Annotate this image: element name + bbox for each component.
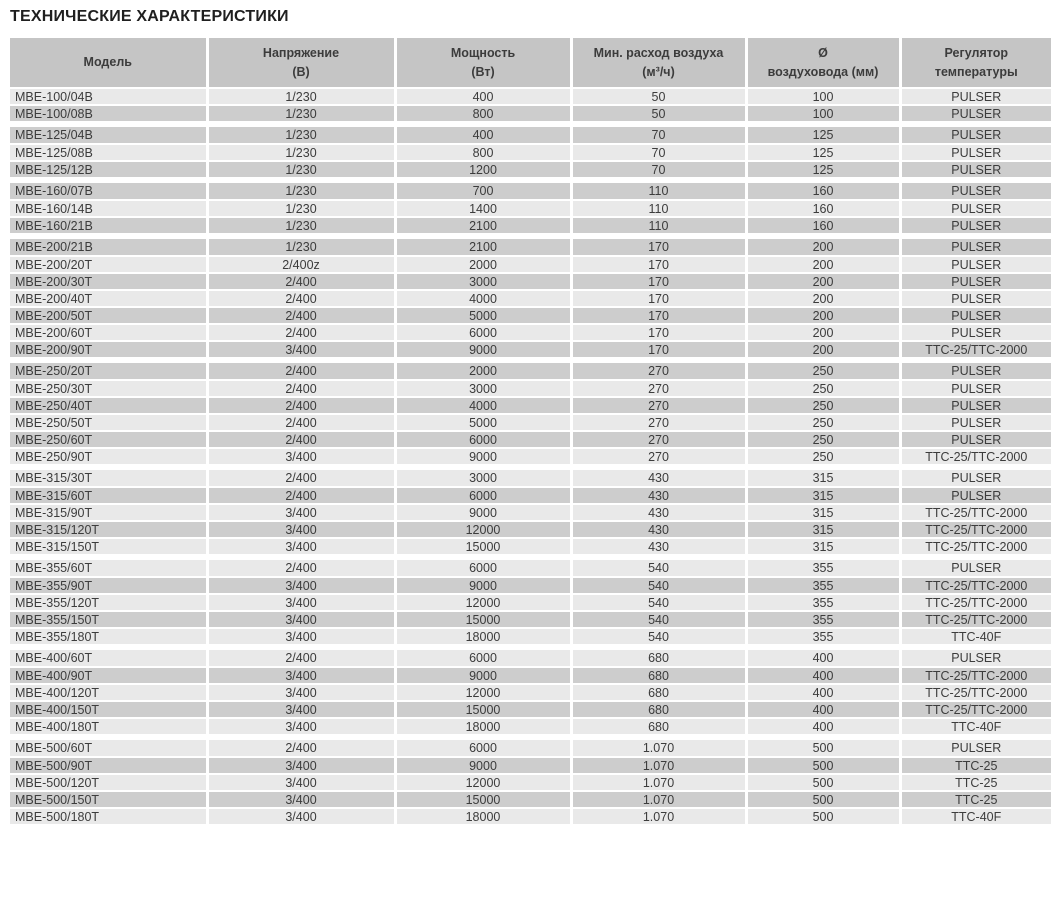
cell-diameter: 250 xyxy=(746,431,900,448)
cell-model: MBE-500/90T xyxy=(10,757,207,774)
cell-airflow: 680 xyxy=(571,650,746,667)
cell-regulator: TTC-25/TTC-2000 xyxy=(900,448,1051,465)
cell-power: 5000 xyxy=(395,307,571,324)
cell-model: MBE-500/180T xyxy=(10,808,207,825)
cell-regulator: PULSER xyxy=(900,144,1051,161)
cell-power: 18000 xyxy=(395,628,571,645)
cell-airflow: 170 xyxy=(571,273,746,290)
cell-airflow: 1.070 xyxy=(571,808,746,825)
cell-airflow: 270 xyxy=(571,431,746,448)
cell-model: MBE-400/120T xyxy=(10,684,207,701)
table-row xyxy=(10,611,1051,628)
table-row xyxy=(10,521,1051,538)
cell-power: 12000 xyxy=(395,684,571,701)
cell-regulator: TTC-25/TTC-2000 xyxy=(900,594,1051,611)
cell-power: 18000 xyxy=(395,718,571,735)
column-header-model: Модель xyxy=(10,38,207,88)
cell-voltage: 2/400 xyxy=(207,363,395,380)
cell-model: MBE-200/40T xyxy=(10,290,207,307)
table-body xyxy=(10,88,1051,825)
cell-regulator: PULSER xyxy=(900,307,1051,324)
table-head xyxy=(10,38,1051,88)
cell-power: 2000 xyxy=(395,256,571,273)
cell-airflow: 430 xyxy=(571,521,746,538)
cell-voltage: 2/400 xyxy=(207,324,395,341)
cell-diameter: 355 xyxy=(746,611,900,628)
cell-power: 1400 xyxy=(395,200,571,217)
cell-diameter: 250 xyxy=(746,448,900,465)
cell-airflow: 1.070 xyxy=(571,740,746,757)
cell-diameter: 200 xyxy=(746,324,900,341)
cell-regulator: PULSER xyxy=(900,650,1051,667)
cell-power: 5000 xyxy=(395,414,571,431)
cell-diameter: 125 xyxy=(746,127,900,144)
cell-voltage: 1/230 xyxy=(207,239,395,256)
cell-power: 9000 xyxy=(395,341,571,358)
cell-diameter: 355 xyxy=(746,594,900,611)
cell-model: MBE-200/21B xyxy=(10,239,207,256)
cell-voltage: 1/230 xyxy=(207,217,395,234)
cell-voltage: 3/400 xyxy=(207,791,395,808)
table-row xyxy=(10,628,1051,645)
table-row xyxy=(10,307,1051,324)
cell-airflow: 540 xyxy=(571,577,746,594)
table-row xyxy=(10,105,1051,122)
cell-diameter: 250 xyxy=(746,363,900,380)
table-row xyxy=(10,560,1051,577)
cell-regulator: PULSER xyxy=(900,183,1051,200)
cell-voltage: 2/400 xyxy=(207,290,395,307)
cell-voltage: 2/400 xyxy=(207,307,395,324)
cell-diameter: 160 xyxy=(746,217,900,234)
cell-regulator: TTC-25/TTC-2000 xyxy=(900,701,1051,718)
cell-model: MBE-355/180T xyxy=(10,628,207,645)
cell-power: 15000 xyxy=(395,791,571,808)
cell-airflow: 170 xyxy=(571,290,746,307)
cell-airflow: 170 xyxy=(571,324,746,341)
cell-diameter: 200 xyxy=(746,239,900,256)
cell-model: MBE-400/90T xyxy=(10,667,207,684)
cell-voltage: 2/400 xyxy=(207,431,395,448)
cell-regulator: PULSER xyxy=(900,397,1051,414)
cell-power: 2100 xyxy=(395,239,571,256)
cell-power: 15000 xyxy=(395,611,571,628)
cell-airflow: 1.070 xyxy=(571,757,746,774)
cell-regulator: TTC-40F xyxy=(900,808,1051,825)
cell-airflow: 540 xyxy=(571,594,746,611)
cell-power: 9000 xyxy=(395,577,571,594)
cell-diameter: 500 xyxy=(746,757,900,774)
table-row xyxy=(10,791,1051,808)
cell-model: MBE-250/20T xyxy=(10,363,207,380)
cell-regulator: TTC-25/TTC-2000 xyxy=(900,341,1051,358)
cell-voltage: 3/400 xyxy=(207,521,395,538)
cell-power: 6000 xyxy=(395,560,571,577)
table-row xyxy=(10,397,1051,414)
cell-voltage: 2/400 xyxy=(207,273,395,290)
cell-diameter: 125 xyxy=(746,161,900,178)
cell-regulator: PULSER xyxy=(900,363,1051,380)
cell-regulator: TTC-25/TTC-2000 xyxy=(900,611,1051,628)
cell-regulator: PULSER xyxy=(900,105,1051,122)
cell-power: 9000 xyxy=(395,504,571,521)
cell-regulator: TTC-25/TTC-2000 xyxy=(900,577,1051,594)
cell-power: 700 xyxy=(395,183,571,200)
cell-airflow: 170 xyxy=(571,341,746,358)
cell-voltage: 1/230 xyxy=(207,144,395,161)
cell-voltage: 3/400 xyxy=(207,757,395,774)
cell-voltage: 3/400 xyxy=(207,718,395,735)
cell-airflow: 680 xyxy=(571,667,746,684)
column-header-airflow: Мин. расход воздуха (м³/ч) xyxy=(571,38,746,88)
cell-diameter: 355 xyxy=(746,577,900,594)
cell-airflow: 680 xyxy=(571,718,746,735)
cell-regulator: TTC-25/TTC-2000 xyxy=(900,667,1051,684)
cell-power: 15000 xyxy=(395,538,571,555)
table-row xyxy=(10,414,1051,431)
cell-regulator: TTC-25 xyxy=(900,757,1051,774)
cell-diameter: 400 xyxy=(746,701,900,718)
table-row xyxy=(10,380,1051,397)
cell-voltage: 2/400 xyxy=(207,380,395,397)
cell-model: MBE-250/30T xyxy=(10,380,207,397)
cell-regulator: TTC-40F xyxy=(900,718,1051,735)
cell-regulator: PULSER xyxy=(900,217,1051,234)
table-row xyxy=(10,144,1051,161)
cell-voltage: 3/400 xyxy=(207,594,395,611)
cell-voltage: 3/400 xyxy=(207,667,395,684)
cell-diameter: 160 xyxy=(746,200,900,217)
cell-power: 9000 xyxy=(395,757,571,774)
cell-airflow: 170 xyxy=(571,239,746,256)
cell-regulator: TTC-40F xyxy=(900,628,1051,645)
column-header-regulator: Регулятор температуры xyxy=(900,38,1051,88)
cell-airflow: 430 xyxy=(571,504,746,521)
cell-airflow: 50 xyxy=(571,105,746,122)
cell-regulator: PULSER xyxy=(900,487,1051,504)
cell-model: MBE-315/60T xyxy=(10,487,207,504)
cell-voltage: 3/400 xyxy=(207,448,395,465)
cell-model: MBE-315/30T xyxy=(10,470,207,487)
cell-diameter: 500 xyxy=(746,740,900,757)
cell-model: MBE-355/60T xyxy=(10,560,207,577)
cell-airflow: 70 xyxy=(571,127,746,144)
cell-model: MBE-160/14B xyxy=(10,200,207,217)
table-row xyxy=(10,324,1051,341)
cell-diameter: 100 xyxy=(746,105,900,122)
table-row xyxy=(10,504,1051,521)
cell-model: MBE-160/07B xyxy=(10,183,207,200)
cell-airflow: 270 xyxy=(571,414,746,431)
cell-airflow: 430 xyxy=(571,538,746,555)
cell-model: MBE-160/21B xyxy=(10,217,207,234)
cell-diameter: 200 xyxy=(746,307,900,324)
cell-power: 6000 xyxy=(395,650,571,667)
table-row xyxy=(10,448,1051,465)
cell-voltage: 1/230 xyxy=(207,161,395,178)
page-title: ТЕХНИЧЕСКИЕ ХАРАКТЕРИСТИКИ xyxy=(10,8,289,25)
cell-power: 3000 xyxy=(395,380,571,397)
table-row xyxy=(10,701,1051,718)
cell-regulator: TTC-25 xyxy=(900,774,1051,791)
cell-power: 6000 xyxy=(395,740,571,757)
cell-model: MBE-315/150T xyxy=(10,538,207,555)
cell-model: MBE-400/150T xyxy=(10,701,207,718)
table-row xyxy=(10,757,1051,774)
cell-model: MBE-250/50T xyxy=(10,414,207,431)
column-header-power: Мощность (Вт) xyxy=(395,38,571,88)
cell-airflow: 1.070 xyxy=(571,791,746,808)
cell-airflow: 70 xyxy=(571,144,746,161)
cell-diameter: 315 xyxy=(746,470,900,487)
cell-power: 3000 xyxy=(395,470,571,487)
cell-voltage: 3/400 xyxy=(207,684,395,701)
cell-voltage: 3/400 xyxy=(207,341,395,358)
table-row xyxy=(10,200,1051,217)
cell-airflow: 70 xyxy=(571,161,746,178)
cell-model: MBE-400/180T xyxy=(10,718,207,735)
cell-power: 15000 xyxy=(395,701,571,718)
cell-diameter: 315 xyxy=(746,504,900,521)
cell-power: 2000 xyxy=(395,363,571,380)
table-row xyxy=(10,239,1051,256)
cell-voltage: 3/400 xyxy=(207,701,395,718)
cell-power: 800 xyxy=(395,144,571,161)
specs-table xyxy=(10,38,1051,826)
cell-regulator: PULSER xyxy=(900,414,1051,431)
cell-voltage: 2/400 xyxy=(207,414,395,431)
cell-diameter: 250 xyxy=(746,380,900,397)
cell-airflow: 50 xyxy=(571,88,746,105)
cell-model: MBE-400/60T xyxy=(10,650,207,667)
cell-model: MBE-125/12B xyxy=(10,161,207,178)
cell-power: 6000 xyxy=(395,324,571,341)
cell-voltage: 2/400 xyxy=(207,560,395,577)
cell-model: MBE-125/08B xyxy=(10,144,207,161)
table-row xyxy=(10,363,1051,380)
cell-airflow: 540 xyxy=(571,560,746,577)
table-row xyxy=(10,273,1051,290)
cell-power: 3000 xyxy=(395,273,571,290)
cell-airflow: 110 xyxy=(571,217,746,234)
cell-voltage: 3/400 xyxy=(207,611,395,628)
cell-airflow: 110 xyxy=(571,200,746,217)
cell-regulator: PULSER xyxy=(900,431,1051,448)
table-row xyxy=(10,88,1051,105)
cell-voltage: 3/400 xyxy=(207,538,395,555)
cell-voltage: 3/400 xyxy=(207,504,395,521)
cell-model: MBE-250/90T xyxy=(10,448,207,465)
cell-power: 400 xyxy=(395,88,571,105)
cell-model: MBE-100/04B xyxy=(10,88,207,105)
cell-power: 6000 xyxy=(395,431,571,448)
cell-voltage: 2/400 xyxy=(207,397,395,414)
cell-regulator: PULSER xyxy=(900,560,1051,577)
cell-diameter: 250 xyxy=(746,414,900,431)
cell-diameter: 315 xyxy=(746,538,900,555)
cell-regulator: PULSER xyxy=(900,740,1051,757)
cell-diameter: 315 xyxy=(746,521,900,538)
cell-airflow: 430 xyxy=(571,487,746,504)
cell-regulator: PULSER xyxy=(900,380,1051,397)
cell-regulator: PULSER xyxy=(900,200,1051,217)
cell-regulator: PULSER xyxy=(900,127,1051,144)
column-header-voltage: Напряжение (В) xyxy=(207,38,395,88)
cell-model: MBE-315/120T xyxy=(10,521,207,538)
cell-power: 1200 xyxy=(395,161,571,178)
table-row xyxy=(10,217,1051,234)
cell-diameter: 200 xyxy=(746,273,900,290)
cell-airflow: 1.070 xyxy=(571,774,746,791)
cell-model: MBE-500/120T xyxy=(10,774,207,791)
cell-voltage: 1/230 xyxy=(207,200,395,217)
cell-power: 12000 xyxy=(395,594,571,611)
cell-voltage: 2/400z xyxy=(207,256,395,273)
table-row xyxy=(10,808,1051,825)
table-row xyxy=(10,650,1051,667)
cell-power: 12000 xyxy=(395,521,571,538)
cell-diameter: 400 xyxy=(746,718,900,735)
cell-power: 400 xyxy=(395,127,571,144)
cell-regulator: TTC-25/TTC-2000 xyxy=(900,521,1051,538)
cell-diameter: 200 xyxy=(746,256,900,273)
cell-power: 4000 xyxy=(395,397,571,414)
table-row xyxy=(10,290,1051,307)
cell-airflow: 170 xyxy=(571,307,746,324)
table-row xyxy=(10,470,1051,487)
cell-model: MBE-200/90T xyxy=(10,341,207,358)
table-row xyxy=(10,341,1051,358)
cell-regulator: PULSER xyxy=(900,256,1051,273)
cell-model: MBE-250/40T xyxy=(10,397,207,414)
cell-power: 9000 xyxy=(395,667,571,684)
cell-airflow: 110 xyxy=(571,183,746,200)
cell-diameter: 500 xyxy=(746,791,900,808)
cell-voltage: 3/400 xyxy=(207,628,395,645)
cell-regulator: TTC-25/TTC-2000 xyxy=(900,538,1051,555)
cell-voltage: 3/400 xyxy=(207,808,395,825)
cell-airflow: 680 xyxy=(571,684,746,701)
cell-diameter: 200 xyxy=(746,290,900,307)
cell-model: MBE-500/150T xyxy=(10,791,207,808)
cell-regulator: TTC-25 xyxy=(900,791,1051,808)
table-row xyxy=(10,577,1051,594)
cell-voltage: 2/400 xyxy=(207,470,395,487)
column-header-diameter: Ø воздуховода (мм) xyxy=(746,38,900,88)
header-row xyxy=(10,38,1051,88)
cell-voltage: 3/400 xyxy=(207,577,395,594)
cell-diameter: 400 xyxy=(746,684,900,701)
cell-airflow: 270 xyxy=(571,448,746,465)
cell-airflow: 680 xyxy=(571,701,746,718)
cell-regulator: TTC-25/TTC-2000 xyxy=(900,504,1051,521)
cell-model: MBE-200/30T xyxy=(10,273,207,290)
cell-power: 800 xyxy=(395,105,571,122)
table-row xyxy=(10,127,1051,144)
cell-power: 9000 xyxy=(395,448,571,465)
cell-power: 6000 xyxy=(395,487,571,504)
table-row xyxy=(10,774,1051,791)
cell-regulator: PULSER xyxy=(900,324,1051,341)
cell-model: MBE-355/120T xyxy=(10,594,207,611)
cell-regulator: TTC-25/TTC-2000 xyxy=(900,684,1051,701)
cell-voltage: 2/400 xyxy=(207,487,395,504)
cell-power: 2100 xyxy=(395,217,571,234)
cell-voltage: 3/400 xyxy=(207,774,395,791)
cell-voltage: 2/400 xyxy=(207,740,395,757)
cell-diameter: 100 xyxy=(746,88,900,105)
cell-diameter: 400 xyxy=(746,667,900,684)
cell-airflow: 270 xyxy=(571,363,746,380)
cell-airflow: 540 xyxy=(571,628,746,645)
cell-model: MBE-355/90T xyxy=(10,577,207,594)
cell-regulator: PULSER xyxy=(900,161,1051,178)
cell-airflow: 540 xyxy=(571,611,746,628)
table-row xyxy=(10,684,1051,701)
cell-diameter: 355 xyxy=(746,560,900,577)
cell-power: 18000 xyxy=(395,808,571,825)
cell-voltage: 1/230 xyxy=(207,183,395,200)
cell-model: MBE-200/20T xyxy=(10,256,207,273)
cell-power: 4000 xyxy=(395,290,571,307)
table-row xyxy=(10,183,1051,200)
table-row xyxy=(10,538,1051,555)
cell-regulator: PULSER xyxy=(900,88,1051,105)
cell-airflow: 430 xyxy=(571,470,746,487)
cell-regulator: PULSER xyxy=(900,470,1051,487)
table-row xyxy=(10,431,1051,448)
table-row xyxy=(10,594,1051,611)
cell-voltage: 1/230 xyxy=(207,127,395,144)
cell-airflow: 270 xyxy=(571,397,746,414)
cell-airflow: 270 xyxy=(571,380,746,397)
table-row xyxy=(10,487,1051,504)
cell-diameter: 400 xyxy=(746,650,900,667)
table-row xyxy=(10,718,1051,735)
cell-power: 12000 xyxy=(395,774,571,791)
table-row xyxy=(10,161,1051,178)
cell-regulator: PULSER xyxy=(900,239,1051,256)
cell-voltage: 1/230 xyxy=(207,105,395,122)
cell-regulator: PULSER xyxy=(900,273,1051,290)
cell-voltage: 2/400 xyxy=(207,650,395,667)
table-row xyxy=(10,740,1051,757)
cell-diameter: 160 xyxy=(746,183,900,200)
cell-diameter: 500 xyxy=(746,774,900,791)
table-row xyxy=(10,256,1051,273)
cell-model: MBE-500/60T xyxy=(10,740,207,757)
cell-diameter: 500 xyxy=(746,808,900,825)
cell-model: MBE-315/90T xyxy=(10,504,207,521)
cell-model: MBE-200/50T xyxy=(10,307,207,324)
cell-diameter: 200 xyxy=(746,341,900,358)
table-row xyxy=(10,667,1051,684)
cell-regulator: PULSER xyxy=(900,290,1051,307)
cell-airflow: 170 xyxy=(571,256,746,273)
cell-voltage: 1/230 xyxy=(207,88,395,105)
cell-model: MBE-100/08B xyxy=(10,105,207,122)
cell-diameter: 125 xyxy=(746,144,900,161)
cell-model: MBE-355/150T xyxy=(10,611,207,628)
cell-diameter: 355 xyxy=(746,628,900,645)
cell-diameter: 250 xyxy=(746,397,900,414)
cell-model: MBE-200/60T xyxy=(10,324,207,341)
cell-model: MBE-125/04B xyxy=(10,127,207,144)
cell-diameter: 315 xyxy=(746,487,900,504)
cell-model: MBE-250/60T xyxy=(10,431,207,448)
